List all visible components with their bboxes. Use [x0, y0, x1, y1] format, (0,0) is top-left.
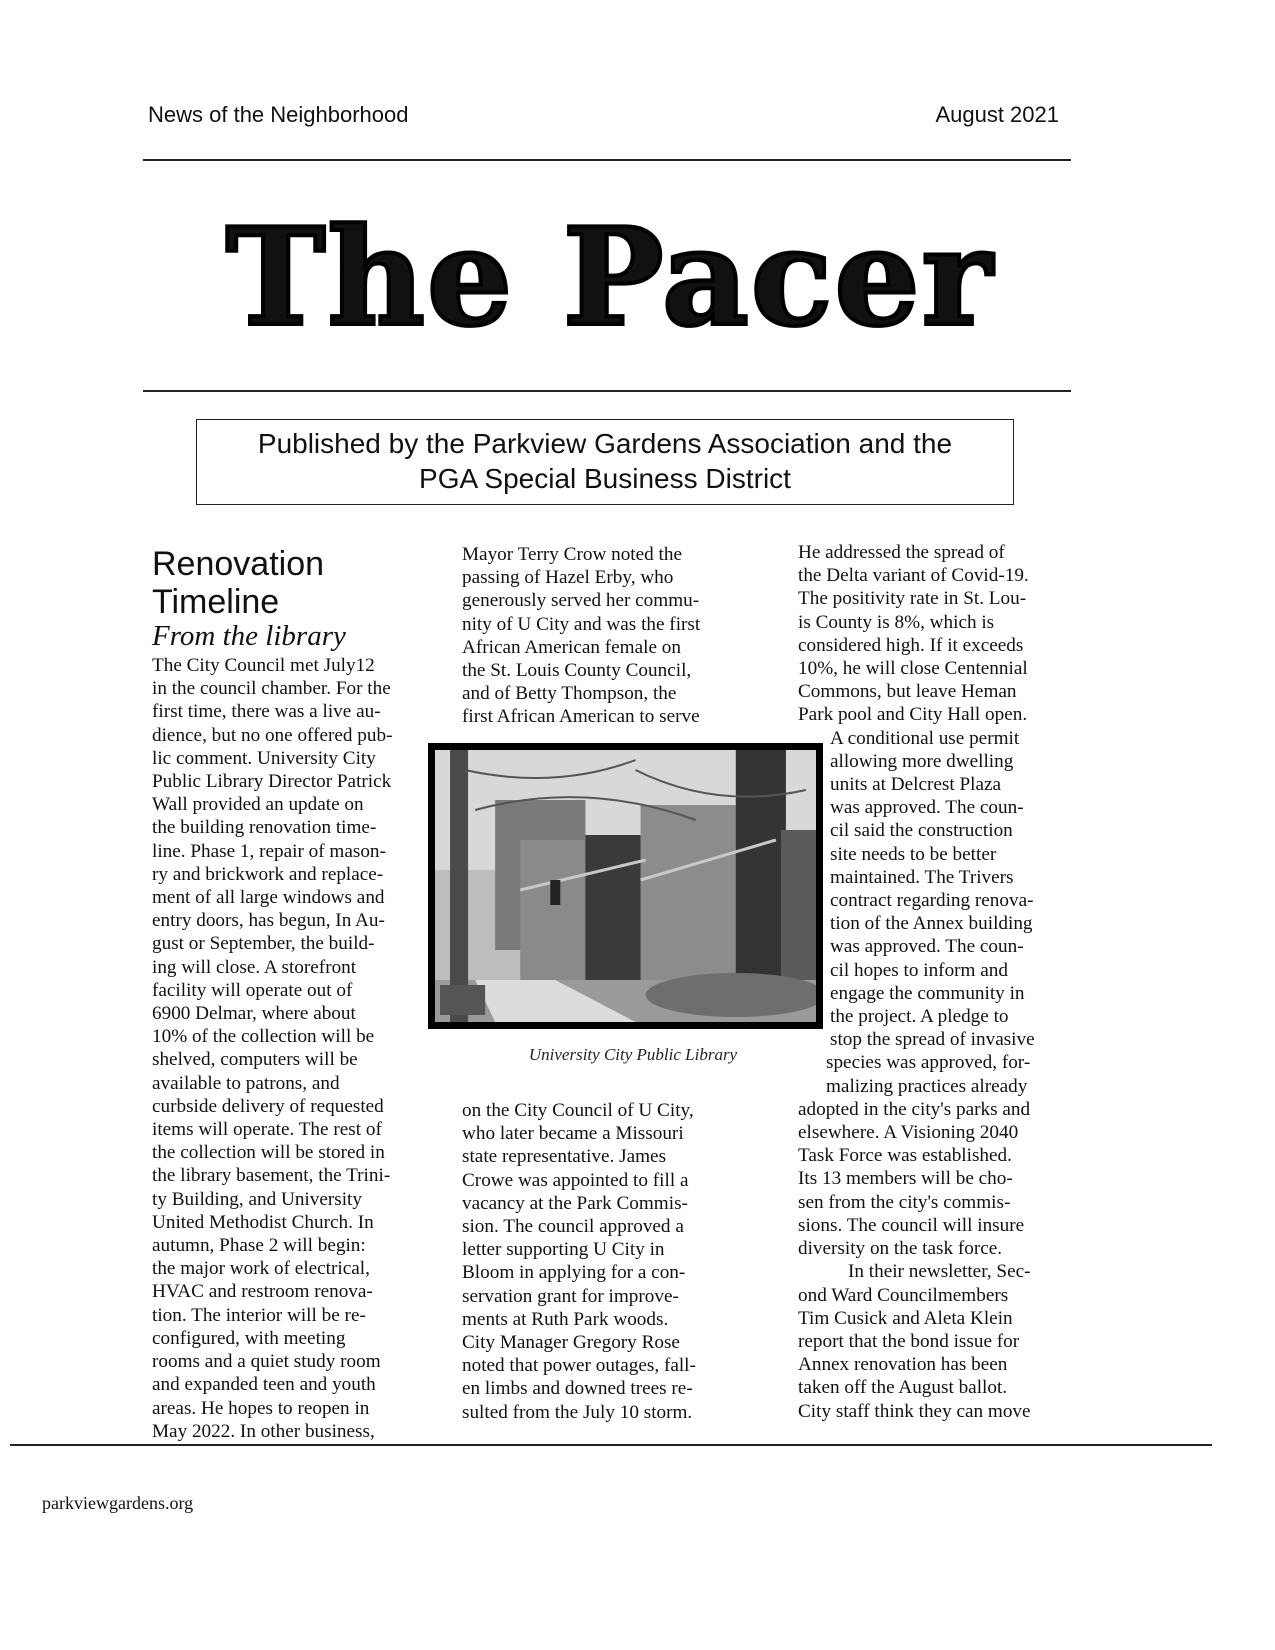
masthead-rule [143, 390, 1071, 392]
text-line: Commons, but leave Heman [798, 681, 1017, 703]
text-line: contract regarding renova- [830, 890, 1034, 912]
text-line: Annex renovation has been [798, 1354, 1008, 1376]
text-line: passing of Hazel Erby, who [462, 567, 674, 589]
text-line: line. Phase 1, repair of mason- [152, 840, 386, 862]
text-line: in the council chamber. For the [152, 678, 391, 700]
publisher-line-2: PGA Special Business District [419, 463, 791, 494]
text-line: A conditional use permit [830, 727, 1020, 749]
text-line: sen from the city's commis- [798, 1191, 1011, 1213]
text-line: ond Ward Councilmembers [798, 1284, 1009, 1306]
text-line: He addressed the spread of [798, 542, 1005, 563]
text-line: letter supporting U City in [462, 1239, 665, 1261]
headline-line-1: Renovation [152, 545, 325, 583]
text-line: Wall provided an update on [152, 794, 364, 816]
text-line: elsewhere. A Visioning 2040 [798, 1122, 1019, 1144]
text-line: available to patrons, and [152, 1072, 340, 1094]
publisher-box [196, 419, 1014, 505]
masthead-title: The Pacer [225, 198, 995, 356]
text-line: the Delta variant of Covid-19. [798, 565, 1029, 587]
text-line: In their newsletter, Sec- [848, 1261, 1031, 1283]
footer-rule [10, 1444, 1212, 1446]
text-line: sions. The council will insure [798, 1214, 1025, 1236]
text-line: curbside delivery of requested [152, 1095, 384, 1117]
article-subhead: From the library [152, 620, 346, 652]
text-line: taken off the August ballot. [798, 1377, 1008, 1399]
text-line: ry and brickwork and replace- [152, 863, 384, 885]
text-line: cil hopes to inform and [830, 959, 1008, 981]
text-line: sion. The council approved a [462, 1216, 684, 1238]
text-line: generously served her commu- [462, 590, 700, 612]
text-line: configured, with meeting [152, 1327, 346, 1349]
text-line: Task Force was established. [798, 1145, 1012, 1167]
text-line: Mayor Terry Crow noted the [462, 544, 682, 565]
header-rule [143, 159, 1071, 161]
text-line: and expanded teen and youth [152, 1374, 376, 1396]
text-line: Crowe was appointed to fill a [462, 1169, 689, 1191]
text-line: report that the bond issue for [798, 1330, 1020, 1352]
text-line: lic comment. University City [152, 747, 376, 769]
text-line: facility will operate out of [152, 979, 353, 1001]
text-line: tion. The interior will be re- [152, 1304, 366, 1326]
text-line: was approved. The coun- [830, 797, 1024, 819]
article-column-2-bottom [462, 1099, 696, 1424]
text-line: who later became a Missouri [462, 1123, 684, 1145]
text-line: servation grant for improve- [462, 1285, 679, 1307]
text-line: allowing more dwelling [830, 750, 1014, 772]
text-line: rooms and a quiet study room [152, 1351, 381, 1373]
text-line: May 2022. In other business, [152, 1420, 375, 1442]
text-line: first African American to serve [462, 706, 700, 728]
text-line: gust or September, the build- [152, 933, 375, 955]
text-line: on the City Council of U City, [462, 1100, 694, 1121]
section-label: News of the Neighborhood [148, 102, 409, 127]
text-line: African American female on [462, 636, 681, 658]
text-line: items will operate. The rest of [152, 1119, 382, 1141]
footer-website: parkviewgardens.org [42, 1493, 194, 1513]
text-line: engage the community in [830, 982, 1025, 1004]
text-line: tion of the Annex building [830, 913, 1033, 935]
text-line: cil said the construction [830, 820, 1013, 842]
text-line: first time, there was a live au- [152, 701, 381, 723]
text-line: was approved. The coun- [830, 936, 1024, 958]
article-column-3 [798, 541, 1035, 1423]
headline-line-2: Timeline [152, 583, 280, 621]
text-line: adopted in the city's parks and [798, 1098, 1031, 1120]
text-line: the major work of electrical, [152, 1258, 370, 1280]
photo-caption: University City Public Library [528, 1045, 738, 1064]
text-line: the St. Louis County Council, [462, 660, 692, 682]
article-column-1 [152, 654, 392, 1443]
text-line: site needs to be better [830, 843, 997, 865]
text-line: nity of U City and was the first [462, 613, 701, 635]
text-line: Bloom in applying for a con- [462, 1262, 686, 1284]
text-line: autumn, Phase 2 will begin: [152, 1235, 366, 1257]
text-line: the building renovation time- [152, 817, 377, 839]
text-line: ty Building, and University [152, 1188, 362, 1210]
text-line: noted that power outages, fall- [462, 1355, 696, 1377]
text-line: Park pool and City Hall open. [798, 704, 1028, 726]
text-line: ments at Ruth Park woods. [462, 1308, 669, 1330]
text-line: the collection will be stored in [152, 1142, 385, 1164]
text-line: ment of all large windows and [152, 887, 385, 909]
text-line: maintained. The Trivers [830, 866, 1014, 888]
text-line: Its 13 members will be cho- [798, 1168, 1013, 1190]
library-building-image [435, 750, 816, 1022]
text-line: United Methodist Church. In [152, 1211, 374, 1233]
library-photo [428, 743, 823, 1029]
text-line: vacancy at the Park Commis- [462, 1192, 688, 1214]
text-line: is County is 8%, which is [798, 611, 995, 633]
text-line: 6900 Delmar, where about [152, 1003, 356, 1025]
article-headline [152, 545, 324, 621]
article-column-2-top [462, 543, 700, 729]
text-line: the project. A pledge to [830, 1006, 1009, 1028]
text-line: Tim Cusick and Aleta Klein [798, 1307, 1013, 1329]
text-line: dience, but no one offered pub- [152, 724, 393, 746]
text-line: species was approved, for- [826, 1052, 1031, 1074]
text-line: ing will close. A storefront [152, 956, 357, 978]
text-line: diversity on the task force. [798, 1238, 1003, 1260]
issue-date: August 2021 [935, 102, 1059, 127]
text-line: 10% of the collection will be [152, 1026, 375, 1048]
text-line: City Manager Gregory Rose [462, 1332, 680, 1354]
text-line: HVAC and restroom renova- [152, 1281, 373, 1303]
text-line: entry doors, has begun, In Au- [152, 910, 385, 932]
text-line: City staff think they can move [798, 1400, 1031, 1422]
text-line: considered high. If it exceeds [798, 634, 1024, 656]
text-line: the library basement, the Trini- [152, 1165, 391, 1187]
text-line: malizing practices already [826, 1075, 1028, 1097]
text-line: sulted from the July 10 storm. [462, 1401, 693, 1423]
publisher-line-1: Published by the Parkview Gardens Association and the [257, 428, 953, 459]
text-line: areas. He hopes to reopen in [152, 1397, 370, 1419]
text-line: Public Library Director Patrick [152, 771, 392, 793]
text-line: stop the spread of invasive [830, 1029, 1035, 1051]
text-line: 10%, he will close Centennial [798, 658, 1028, 680]
text-line: and of Betty Thompson, the [462, 683, 677, 705]
text-line: en limbs and downed trees re- [462, 1378, 693, 1400]
text-line: shelved, computers will be [152, 1049, 358, 1071]
text-line: units at Delcrest Plaza [830, 774, 1002, 796]
text-line: state representative. James [462, 1146, 667, 1168]
text-line: The positivity rate in St. Lou- [798, 588, 1027, 610]
text-line: The City Council met July12 [152, 655, 375, 676]
